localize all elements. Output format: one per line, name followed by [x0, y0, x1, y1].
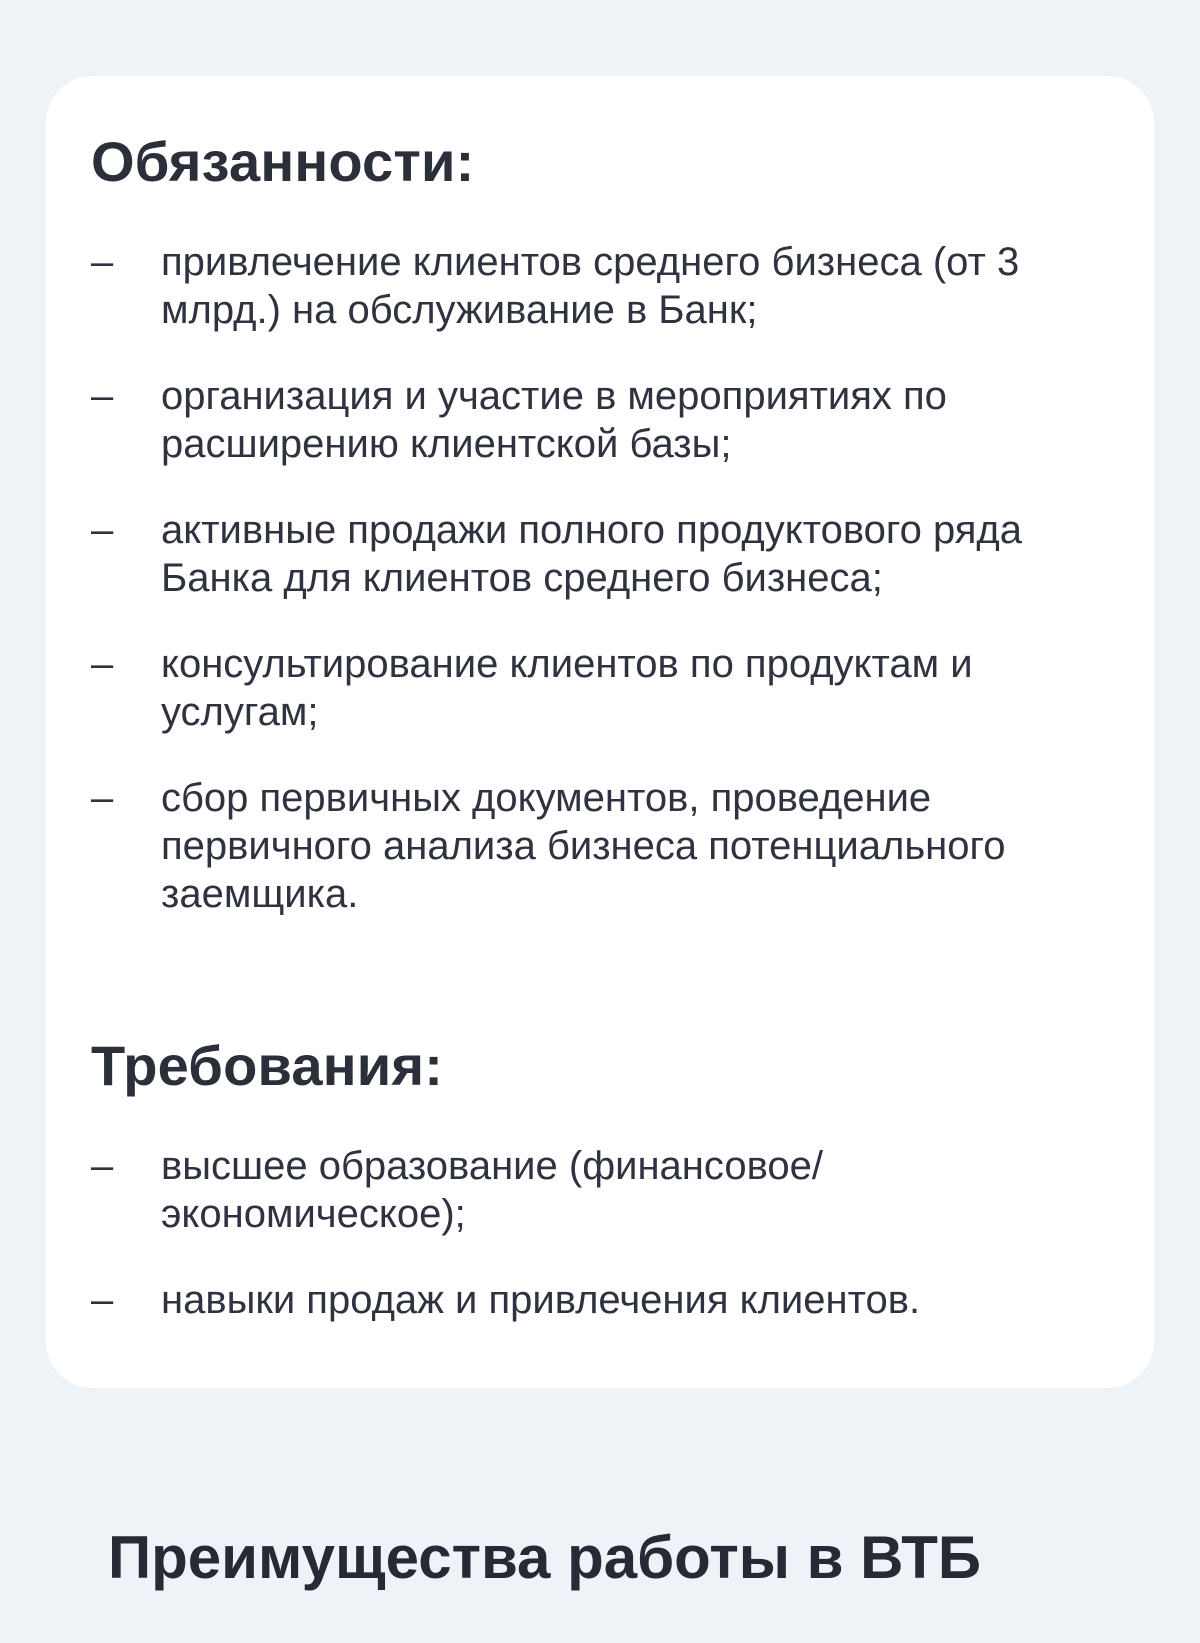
list-item	[91, 506, 1114, 602]
list-item	[91, 238, 1114, 334]
list-item	[91, 1276, 1114, 1324]
list-item	[91, 1142, 1114, 1238]
list-item-text: привлечение клиентов среднего бизнеса (от 3 млрд.) на обслуживание в Банк;	[161, 240, 1020, 332]
bullet-dash: –	[91, 1278, 114, 1322]
content-card	[46, 76, 1154, 1388]
list-item	[91, 640, 1114, 736]
requirements-list	[91, 1142, 1114, 1362]
list-item-text: высшее образование (финансовое/ экономическое);	[161, 1144, 823, 1236]
bullet-dash: –	[91, 240, 114, 284]
bullet-dash: –	[91, 1144, 114, 1188]
bullet-dash: –	[91, 776, 114, 820]
requirements-title: Требования:	[91, 1034, 444, 1097]
list-item-text: навыки продаж и привлечения клиентов.	[161, 1278, 921, 1322]
bullet-dash: –	[91, 642, 114, 686]
list-item-text: активные продажи полного продуктового ряда Банка для клиентов среднего бизнеса;	[161, 508, 1022, 600]
bullet-dash: –	[91, 508, 114, 552]
list-item-text: консультирование клиентов по продуктам и услугам;	[161, 642, 973, 734]
list-item-text: организация и участие в мероприятиях по расширению клиентской базы;	[161, 374, 947, 466]
list-item	[91, 774, 1114, 918]
bullet-dash: –	[91, 374, 114, 418]
list-item	[91, 372, 1114, 468]
responsibilities-title: Обязанности:	[91, 130, 475, 193]
responsibilities-list	[91, 238, 1114, 956]
benefits-heading: Преимущества работы в ВТБ	[108, 1524, 981, 1591]
list-item-text: сбор первичных документов, проведение первичного анализа бизнеса потенциального заемщика.	[161, 776, 1006, 916]
